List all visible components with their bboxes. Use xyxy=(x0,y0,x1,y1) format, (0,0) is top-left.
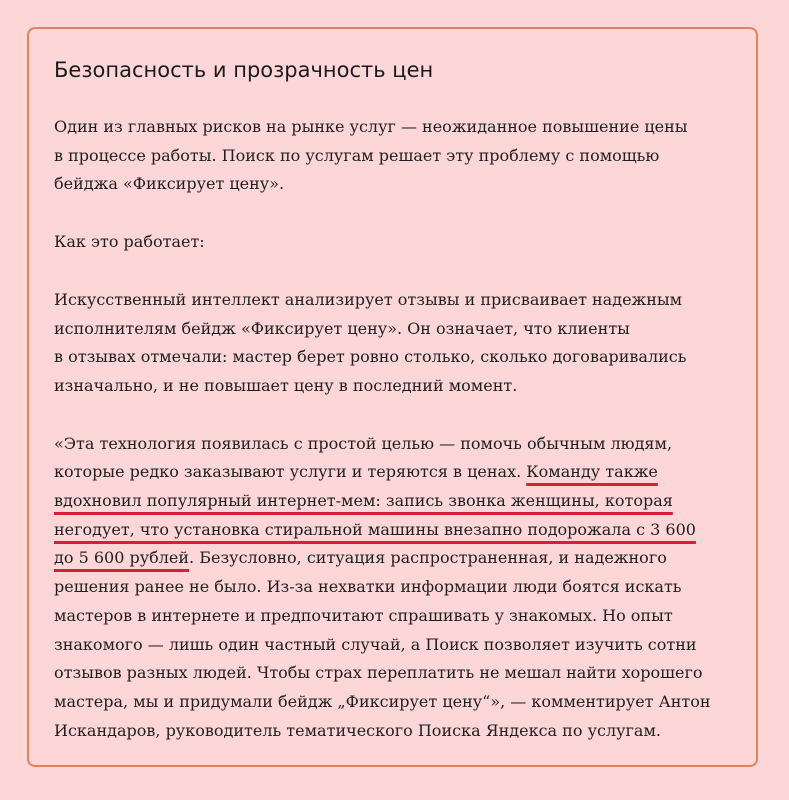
highlighted-text: до 5 600 рублей xyxy=(54,548,190,568)
quote-line: Искандаров, руководитель тематического Поиска Яндекса по услугам. xyxy=(54,720,661,740)
ai-line: в отзывах отмечали: мастер берет ровно столько, сколько договаривались xyxy=(54,347,687,367)
ai-paragraph xyxy=(54,286,730,401)
ai-line: изначально, и не повышает цену в последний момент. xyxy=(54,375,518,395)
how-it-works-heading: Как это работает: xyxy=(54,232,205,252)
highlighted-text: негодует, что установка стиральной машины внезапно подорожала с 3 600 xyxy=(54,519,696,539)
intro-line: бейджа «Фиксирует цену». xyxy=(54,174,285,194)
quote-line xyxy=(54,516,730,545)
quote-line xyxy=(54,544,730,573)
intro-line: Один из главных рисков на рынке услуг — неожиданное повышение цены xyxy=(54,117,688,136)
quote-line xyxy=(54,487,730,516)
how-it-works-paragraph xyxy=(54,228,730,257)
quote-text: которые редко заказывают услуги и теряются в ценах. xyxy=(54,462,527,482)
ai-line: исполнителям бейдж «Фиксирует цену». Он означает, что клиенты xyxy=(54,318,630,338)
article-card xyxy=(27,27,758,767)
intro-paragraph xyxy=(54,113,730,199)
quote-line: решения ранее не было. Из-за нехватки информации люди боятся искать xyxy=(54,577,682,597)
quote-line: знакомого — лишь один частный случай, а Поиск позволяет изучить сотни xyxy=(54,634,697,654)
quote-line: «Эта технология появилась с простой целью — помочь обычным людям, xyxy=(54,433,673,453)
highlighted-text: вдохновил популярный интернет-мем: запись звонка женщины, которая xyxy=(54,491,673,511)
ai-line: Искусственный интеллект анализирует отзывы и присваивает надежным xyxy=(54,289,683,309)
intro-line: в процессе работы. Поиск по услугам решает эту проблему с помощью xyxy=(54,145,660,165)
quote-line: мастеров в интернете и предпочитают спрашивать у знакомых. Но опыт xyxy=(54,605,673,625)
highlighted-text: Команду также xyxy=(526,462,658,482)
article-title: Безопасность и прозрачность цен xyxy=(54,58,434,82)
quote-line: отзывов разных людей. Чтобы страх переплатить не мешал найти хорошего xyxy=(54,663,703,683)
quote-paragraph xyxy=(54,430,730,746)
quote-line xyxy=(54,458,730,487)
quote-line: мастера, мы и придумали бейдж „Фиксирует цену“», — комментирует Антон xyxy=(54,691,711,711)
quote-text: . Безусловно, ситуация распространенная, и надежного xyxy=(189,548,667,568)
